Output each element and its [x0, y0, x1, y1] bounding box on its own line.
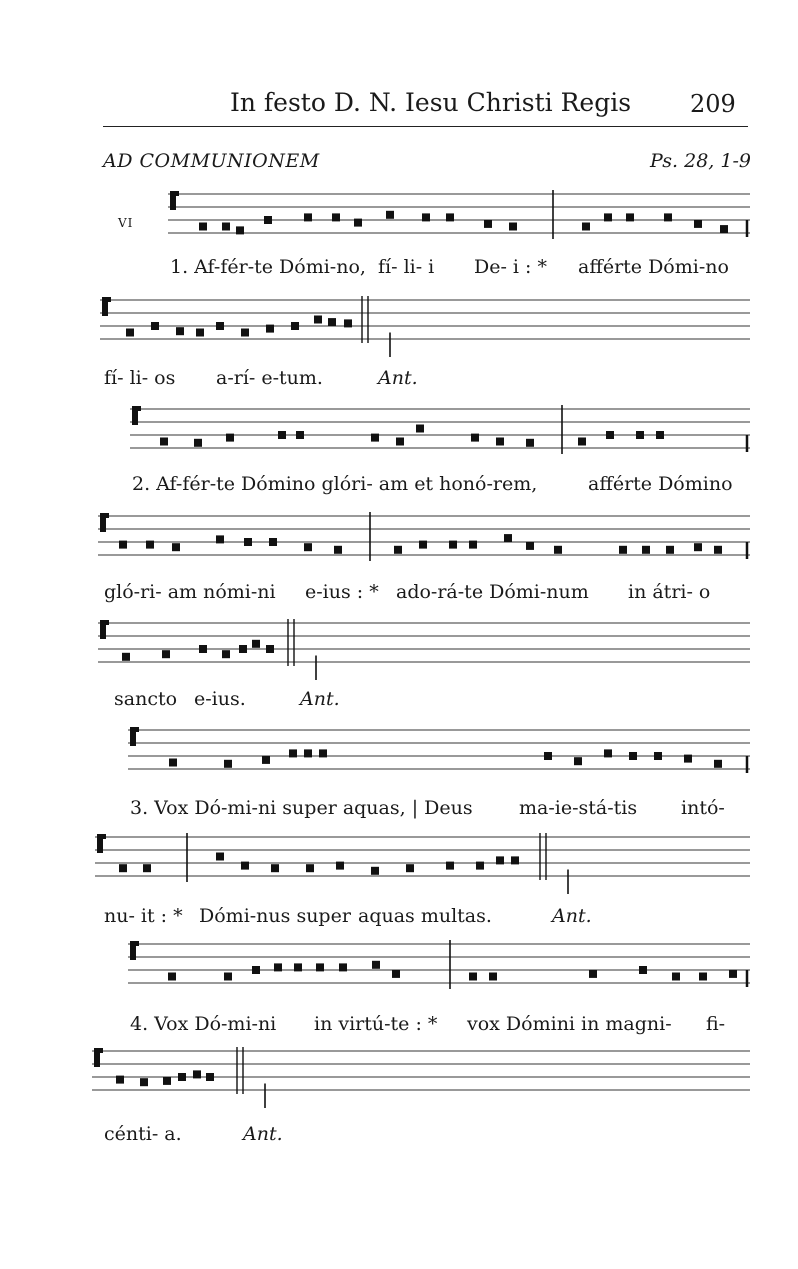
- c-clef-mark: [108, 297, 111, 302]
- c-clef-mark: [176, 191, 179, 196]
- neume: [296, 431, 304, 439]
- neume: [656, 431, 664, 439]
- neume: [269, 538, 277, 546]
- neume: [224, 760, 232, 768]
- neume: [496, 438, 504, 446]
- c-clef: [130, 727, 136, 746]
- neume: [469, 973, 477, 981]
- page-header-title: In festo D. N. Iesu Christi Regis: [230, 88, 632, 117]
- chant-staff: [100, 294, 750, 354]
- chant-staff: [128, 724, 750, 784]
- section-title: AD COMMUNIONEM: [103, 150, 320, 172]
- lyric-syllables: 4. Vox Dó-mi-ni: [130, 1013, 277, 1035]
- neume: [496, 856, 504, 864]
- c-clef: [94, 1048, 100, 1067]
- antiphon-marker: Ant.: [552, 905, 592, 927]
- neume: [146, 541, 154, 549]
- lyric-syllables: e-ius : *: [305, 581, 379, 603]
- neume: [222, 650, 230, 658]
- neume: [216, 322, 224, 330]
- neume: [176, 327, 184, 335]
- neume: [306, 864, 314, 872]
- chant-staff: [98, 617, 750, 677]
- c-clef-mark: [136, 941, 139, 946]
- neume: [199, 223, 207, 231]
- neume: [371, 434, 379, 442]
- neume: [252, 640, 260, 648]
- c-clef: [97, 834, 103, 853]
- neume: [554, 546, 562, 554]
- neume: [606, 431, 614, 439]
- neume: [604, 749, 612, 757]
- antiphon-marker: Ant.: [243, 1123, 283, 1145]
- neume: [264, 216, 272, 224]
- chant-staff: [128, 938, 750, 998]
- lyric-syllables: nu- it : *: [104, 905, 183, 927]
- c-clef: [170, 191, 176, 210]
- neume: [163, 1077, 171, 1085]
- neume: [241, 329, 249, 337]
- neume: [239, 645, 247, 653]
- neume: [396, 438, 404, 446]
- neume: [449, 541, 457, 549]
- neume: [484, 220, 492, 228]
- neume: [469, 541, 477, 549]
- neume: [196, 329, 204, 337]
- neume: [471, 434, 479, 442]
- neume: [419, 541, 427, 549]
- neume: [216, 853, 224, 861]
- neume: [304, 749, 312, 757]
- neume: [266, 645, 274, 653]
- neume: [289, 749, 297, 757]
- neume: [199, 645, 207, 653]
- neume: [422, 213, 430, 221]
- c-clef-mark: [136, 727, 139, 732]
- neume: [169, 759, 177, 767]
- lyric-syllables: Dómi-nus super: [199, 905, 351, 927]
- neume: [654, 752, 662, 760]
- neume: [334, 546, 342, 554]
- lyric-syllables: sancto: [114, 688, 178, 710]
- neume: [446, 213, 454, 221]
- lyric-syllables: ma-ie-stá-tis: [519, 797, 638, 819]
- neume: [589, 970, 597, 978]
- neume: [714, 546, 722, 554]
- c-clef-mark: [106, 620, 109, 625]
- neume: [178, 1073, 186, 1081]
- c-clef: [100, 620, 106, 639]
- neume: [694, 543, 702, 551]
- lyric-syllables: 1. Af-fér-te Dómi-no,: [170, 256, 366, 278]
- lyric-syllables: fí- li- i: [378, 256, 435, 278]
- neume: [394, 546, 402, 554]
- lyric-syllables: cénti- a.: [104, 1123, 182, 1145]
- neume: [162, 650, 170, 658]
- neume: [143, 864, 151, 872]
- neume: [344, 319, 352, 327]
- neume: [526, 439, 534, 447]
- neume: [578, 438, 586, 446]
- neume: [119, 541, 127, 549]
- neume: [241, 862, 249, 870]
- neume: [629, 752, 637, 760]
- neume: [252, 966, 260, 974]
- neume: [160, 438, 168, 446]
- lyric-syllables: vox Dómini in magni-: [467, 1013, 672, 1035]
- neume: [526, 542, 534, 550]
- neume: [339, 963, 347, 971]
- neume: [332, 213, 340, 221]
- neume: [304, 543, 312, 551]
- antiphon-marker: Ant.: [300, 688, 340, 710]
- antiphon-marker: Ant.: [378, 367, 418, 389]
- page-number: 209: [690, 90, 736, 118]
- neume: [446, 862, 454, 870]
- neume: [172, 543, 180, 551]
- chant-staff: [130, 403, 750, 463]
- neume: [371, 867, 379, 875]
- neume: [226, 434, 234, 442]
- psalm-reference: Ps. 28, 1-9: [650, 150, 751, 172]
- mode-label: VI: [118, 216, 134, 230]
- lyric-syllables: gló-ri- am nómi-ni: [104, 581, 276, 603]
- neume: [194, 439, 202, 447]
- neume: [328, 318, 336, 326]
- neume: [636, 431, 644, 439]
- neume: [416, 425, 424, 433]
- neume: [236, 226, 244, 234]
- neume: [116, 1076, 124, 1084]
- chant-staff: [98, 510, 750, 570]
- neume: [664, 213, 672, 221]
- neume: [574, 757, 582, 765]
- neume: [193, 1070, 201, 1078]
- neume: [476, 862, 484, 870]
- lyric-syllables: ado-rá-te Dómi-num: [396, 581, 589, 603]
- neume: [319, 749, 327, 757]
- neume: [151, 322, 159, 330]
- lyric-syllables: a-rí- e-tum.: [216, 367, 323, 389]
- neume: [509, 223, 517, 231]
- lyric-syllables: fi-: [706, 1013, 726, 1035]
- neume: [511, 856, 519, 864]
- c-clef: [102, 297, 108, 316]
- neume: [694, 220, 702, 228]
- neume: [126, 329, 134, 337]
- chant-staff: [92, 1045, 750, 1105]
- neume: [672, 973, 680, 981]
- neume: [354, 219, 362, 227]
- header-rule: [103, 126, 748, 127]
- neume: [604, 213, 612, 221]
- lyric-syllables: afférte Dómino: [588, 473, 733, 495]
- neume: [140, 1078, 148, 1086]
- neume: [372, 961, 380, 969]
- neume: [206, 1073, 214, 1081]
- c-clef-mark: [138, 406, 141, 411]
- neume: [639, 966, 647, 974]
- neume: [619, 546, 627, 554]
- lyric-syllables: intó-: [681, 797, 725, 819]
- neume: [304, 213, 312, 221]
- chant-staff: [168, 188, 750, 248]
- neume: [316, 963, 324, 971]
- c-clef-mark: [100, 1048, 103, 1053]
- c-clef-mark: [106, 513, 109, 518]
- neume: [244, 538, 252, 546]
- c-clef-mark: [103, 834, 106, 839]
- neume: [626, 213, 634, 221]
- neume: [262, 756, 270, 764]
- lyric-syllables: 3. Vox Dó-mi-ni super aquas, | Deus: [130, 797, 473, 819]
- neume: [406, 864, 414, 872]
- neume: [336, 862, 344, 870]
- neume: [699, 973, 707, 981]
- neume: [582, 223, 590, 231]
- neume: [314, 316, 322, 324]
- c-clef: [100, 513, 106, 532]
- lyric-syllables: 2. Af-fér-te Dómino glóri- am et honó-rem,: [132, 473, 538, 495]
- neume: [278, 431, 286, 439]
- lyric-syllables: De- i : *: [474, 256, 547, 278]
- neume: [504, 534, 512, 542]
- neume: [714, 760, 722, 768]
- neume: [392, 970, 400, 978]
- neume: [271, 864, 279, 872]
- neume: [720, 225, 728, 233]
- lyric-syllables: afférte Dómi-no: [578, 256, 729, 278]
- neume: [666, 546, 674, 554]
- neume: [489, 973, 497, 981]
- neume: [224, 973, 232, 981]
- lyric-syllables: e-ius.: [194, 688, 246, 710]
- neume: [119, 864, 127, 872]
- lyric-syllables: aquas multas.: [358, 905, 492, 927]
- neume: [544, 752, 552, 760]
- neume: [729, 970, 737, 978]
- neume: [386, 211, 394, 219]
- chant-staff: [95, 831, 750, 891]
- c-clef: [130, 941, 136, 960]
- lyric-syllables: in átri- o: [628, 581, 711, 603]
- neume: [122, 653, 130, 661]
- neume: [291, 322, 299, 330]
- neume: [222, 223, 230, 231]
- neume: [168, 973, 176, 981]
- lyric-syllables: in virtú-te : *: [314, 1013, 438, 1035]
- neume: [684, 755, 692, 763]
- neume: [266, 325, 274, 333]
- lyric-syllables: fí- li- os: [104, 367, 176, 389]
- c-clef: [132, 406, 138, 425]
- neume: [294, 963, 302, 971]
- neume: [274, 963, 282, 971]
- neume: [642, 546, 650, 554]
- neume: [216, 535, 224, 543]
